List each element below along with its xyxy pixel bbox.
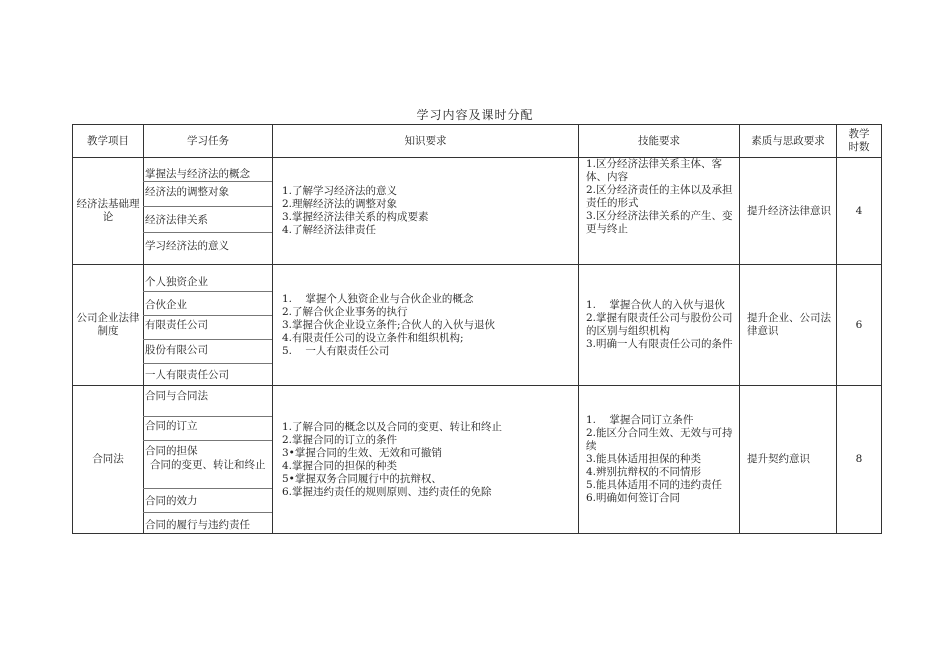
row2-knowledge xyxy=(282,265,576,385)
row3-skill xyxy=(586,386,734,533)
header-knowledge: 知识要求 xyxy=(404,134,447,147)
table-row-task: 掌握法与经济法的概念 xyxy=(145,168,250,180)
list-item: 4.辨别抗辩权的不同情形 xyxy=(586,466,702,478)
row1-skill xyxy=(586,158,734,264)
task-divider xyxy=(143,339,272,340)
table-row-task: 合同的订立 xyxy=(145,420,198,432)
table-row-task: 一人有限责任公司 xyxy=(145,369,229,381)
list-item: 2.了解合伙企业事务的执行 xyxy=(282,305,408,318)
task-divider xyxy=(143,181,272,182)
header-project: 教学项目 xyxy=(87,134,129,147)
row3-hours: 8 xyxy=(855,453,863,465)
table-row-task: 合同的效力 xyxy=(145,495,198,507)
list-item: 2.理解经济法的调整对象 xyxy=(282,198,398,210)
table-bottom-border xyxy=(72,533,882,534)
col-border-4 xyxy=(739,124,740,534)
page-title: 学习内容及课时分配 xyxy=(416,108,534,122)
row3-project: 合同法 xyxy=(92,453,124,465)
list-item: 3.区分经济法律关系的产生、变更与终止 xyxy=(586,210,733,235)
list-item: 5.能具体适用不同的违约责任 xyxy=(586,479,723,491)
task-divider xyxy=(143,206,272,207)
list-item: 5•掌握双务合同履行中的抗辩权、 xyxy=(282,472,442,485)
list-item: 3.明确一人有限责任公司的条件 xyxy=(586,338,733,350)
row3-knowledge xyxy=(282,386,576,533)
header-task: 学习任务 xyxy=(187,134,229,147)
list-item: 4.有限责任公司的设立条件和组织机构; xyxy=(282,331,464,344)
header-hours: 教学时数 xyxy=(848,128,870,153)
table-row-task: 合同与合同法 xyxy=(145,390,208,402)
table-row-task: 经济法律关系 xyxy=(145,214,208,226)
table-row-task: 有限责任公司 xyxy=(145,319,208,331)
row1-knowledge xyxy=(282,158,572,264)
list-item: 1.了解合同的概念以及合同的变更、转让和终止 xyxy=(282,420,503,433)
header-quality: 素质与思政要求 xyxy=(751,134,825,147)
list-item: 1. 掌握合伙人的入伙与退伙 xyxy=(586,299,725,311)
row1-hours: 4 xyxy=(855,204,863,217)
table-row-task: 合同的担保 xyxy=(145,445,198,457)
col-border-3 xyxy=(578,124,579,534)
list-item: 6.掌握违约责任的规则原则、违约责任的免除 xyxy=(282,485,492,498)
row2-hours: 6 xyxy=(855,318,863,331)
row3-quality: 提升契约意识 xyxy=(747,453,810,465)
table-row-task: 经济法的调整对象 xyxy=(145,186,229,198)
task-divider xyxy=(143,232,272,233)
list-item: 3•掌握合同的生效、无效和可撤销 xyxy=(282,446,442,459)
task-divider xyxy=(143,291,272,292)
task-divider xyxy=(143,416,272,417)
list-item: 3.掌握经济法律关系的构成要素 xyxy=(282,211,429,223)
task-divider xyxy=(143,512,272,513)
list-item: 2.能区分合同生效、无效与可持续 xyxy=(586,427,733,452)
row2-skill xyxy=(586,265,734,385)
task-divider xyxy=(143,363,272,364)
list-item: 6.明确如何签订合同 xyxy=(586,492,681,504)
list-item: 1. 掌握个人独资企业与合伙企业的概念 xyxy=(282,292,474,305)
table-row-task: 合伙企业 xyxy=(145,299,187,311)
row2-project: 公司企业法律制度 xyxy=(76,312,140,337)
list-item: 1. 掌握合同订立条件 xyxy=(586,414,694,426)
list-item: 3.能具体适用担保的种类 xyxy=(586,453,702,465)
list-item: 4.掌握合同的担保的种类 xyxy=(282,459,398,472)
col-border-1 xyxy=(143,124,144,534)
list-item: 2.掌握合同的订立的条件 xyxy=(282,433,398,446)
table-row-task: 合同的履行与违约责任 xyxy=(145,519,250,531)
list-item: 3.掌握合伙企业设立条件;合伙人的入伙与退伙 xyxy=(282,318,496,331)
header-skill: 技能要求 xyxy=(638,134,680,147)
task-divider xyxy=(143,488,272,489)
list-item: 2.区分经济责任的主体以及承担责任的形式 xyxy=(586,184,733,209)
list-item: 5. 一人有限责任公司 xyxy=(282,344,390,357)
list-item: 1.了解学习经济法的意义 xyxy=(282,185,398,197)
col-border-6 xyxy=(881,124,882,534)
col-border-0 xyxy=(72,124,73,534)
row1-project: 经济法基础理论 xyxy=(76,198,140,223)
task-divider xyxy=(143,315,272,316)
table-row-task: 个人独资企业 xyxy=(145,276,208,288)
list-item: 1.区分经济法律关系主体、客体、内容 xyxy=(586,158,723,183)
row2-quality: 提升企业、公司法律意识 xyxy=(747,312,831,337)
row1-quality: 提升经济法律意识 xyxy=(747,204,831,217)
task-divider xyxy=(143,440,272,441)
table-row-task: 学习经济法的意义 xyxy=(145,240,229,252)
list-item: 2.掌握有限责任公司与股份公司的区别与组织机构 xyxy=(586,312,733,337)
col-border-2 xyxy=(272,124,273,534)
table-row-task: 合同的变更、转让和终止 xyxy=(150,459,266,471)
list-item: 4.了解经济法律责任 xyxy=(282,224,377,236)
table-row-task: 股份有限公司 xyxy=(145,344,208,356)
